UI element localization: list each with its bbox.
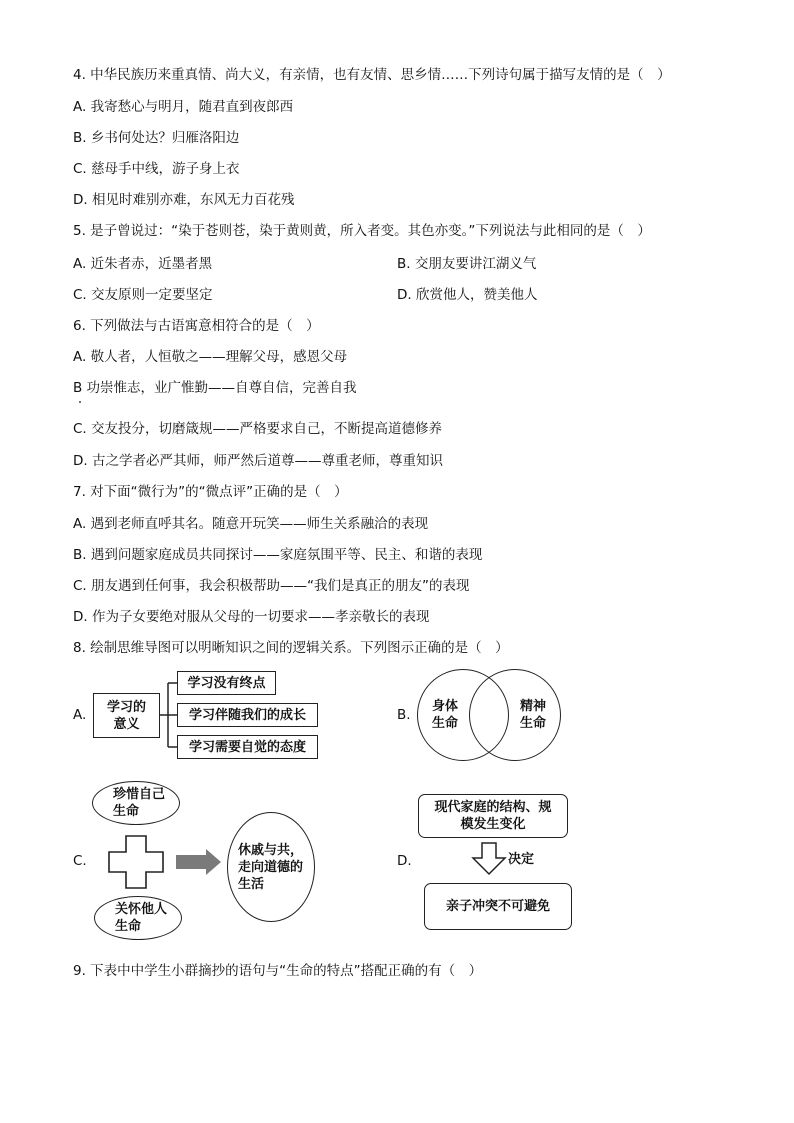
q7-option-a: A. 遇到老师直呼其名。随意开玩笑——师生关系融洽的表现 bbox=[73, 516, 429, 532]
q5-option-a: A. 近朱者赤，近墨者黑 bbox=[73, 256, 213, 272]
q6-option-c: C. 交友投分，切磨箴规——严格要求自己，不断提高道德修养 bbox=[73, 421, 443, 437]
q6-stem: 6. 下列做法与古语寓意相符合的是（ ） bbox=[73, 318, 320, 334]
q6-option-a: A. 敬人者，人恒敬之——理解父母，感恩父母 bbox=[73, 349, 348, 365]
q8-option-d-label: D. bbox=[397, 853, 412, 869]
q8-c-result-oval bbox=[227, 812, 315, 922]
q4-stem: 4. 中华民族历来重真情、尚大义，有亲情，也有友情、思乡情……下列诗句属于描写友情的是（ ） bbox=[73, 67, 671, 83]
q8-d-top-box: 现代家庭的结构、规模发生变化 bbox=[418, 794, 568, 838]
q4-option-a: A. 我寄愁心与明月，随君直到夜郎西 bbox=[73, 99, 294, 115]
q7-stem: 7. 对下面“微行为”的“微点评”正确的是（ ） bbox=[73, 484, 348, 500]
q8-d-arrow-label: 决定 bbox=[508, 852, 535, 867]
q8-a-item-1: 学习没有终点 bbox=[177, 671, 276, 695]
q8-stem: 8. 绘制思维导图可以明晰知识之间的逻辑关系。下列图示正确的是（ ） bbox=[73, 640, 509, 656]
q4-option-c: C. 慈母手中线，游子身上衣 bbox=[73, 161, 240, 177]
q8-b-spirit-circle bbox=[469, 669, 561, 761]
q7-option-d: D. 作为子女要绝对服从父母的一切要求——孝亲敬长的表现 bbox=[73, 609, 430, 625]
q8-a-item-2: 学习伴随我们的成长 bbox=[177, 703, 318, 727]
q8-d-bottom-box: 亲子冲突不可避免 bbox=[424, 883, 572, 930]
q5-option-c: C. 交友原则一定要坚定 bbox=[73, 287, 213, 303]
q8-option-b-label: B. bbox=[397, 707, 411, 723]
q8-diagram-c-plus bbox=[109, 836, 163, 888]
q9-stem: 9. 下表中中学生小群摘抄的语句与“生命的特点”搭配正确的有（ ） bbox=[73, 963, 483, 979]
q8-c-top-oval bbox=[92, 781, 180, 825]
q7-option-b: B. 遇到问题家庭成员共同探讨——家庭氛围平等、民主、和谐的表现 bbox=[73, 547, 483, 563]
q8-a-main-box: 学习的意义 bbox=[93, 693, 160, 738]
q8-b-body-text: 身体生命 bbox=[431, 699, 458, 731]
q6-option-b: B 功崇惟志，业广惟勤——自尊自信，完善自我 bbox=[73, 380, 357, 396]
q8-c-bottom-oval bbox=[94, 896, 182, 940]
q6-option-d: D. 古之学者必严其师，师严然后道尊——尊重老师，尊重知识 bbox=[73, 453, 443, 469]
q8-c-top-text: 珍惜自己生命 bbox=[113, 787, 166, 819]
q5-option-d: D. 欣赏他人，赞美他人 bbox=[397, 287, 538, 303]
q8-b-spirit-text: 精神生命 bbox=[519, 699, 546, 731]
q4-option-d: D. 相见时难别亦难，东风无力百花残 bbox=[73, 192, 295, 208]
q8-option-c-label: C. bbox=[73, 853, 87, 869]
q8-c-bottom-text: 关怀他人生命 bbox=[115, 902, 168, 934]
q8-diagram-d-arrow bbox=[473, 843, 505, 874]
q5-stem: 5. 是子曾说过：“染于苍则苍，染于黄则黄，所入者变。其色亦变。”下列说法与此相同的是（ ） bbox=[73, 223, 651, 239]
q8-option-a-label: A. bbox=[73, 707, 87, 723]
q8-a-item-3: 学习需要自觉的态度 bbox=[177, 735, 318, 759]
q4-option-b: B. 乡书何处达？归雁洛阳边 bbox=[73, 130, 240, 146]
q8-c-result-text: 休戚与共，走向道德的生活 bbox=[238, 842, 304, 892]
q8-diagram-c-arrow bbox=[176, 849, 221, 875]
q7-option-c: C. 朋友遇到任何事，我会积极帮助——“我们是真正的朋友”的表现 bbox=[73, 578, 470, 594]
q5-option-b: B. 交朋友要讲江湖义气 bbox=[397, 256, 537, 272]
